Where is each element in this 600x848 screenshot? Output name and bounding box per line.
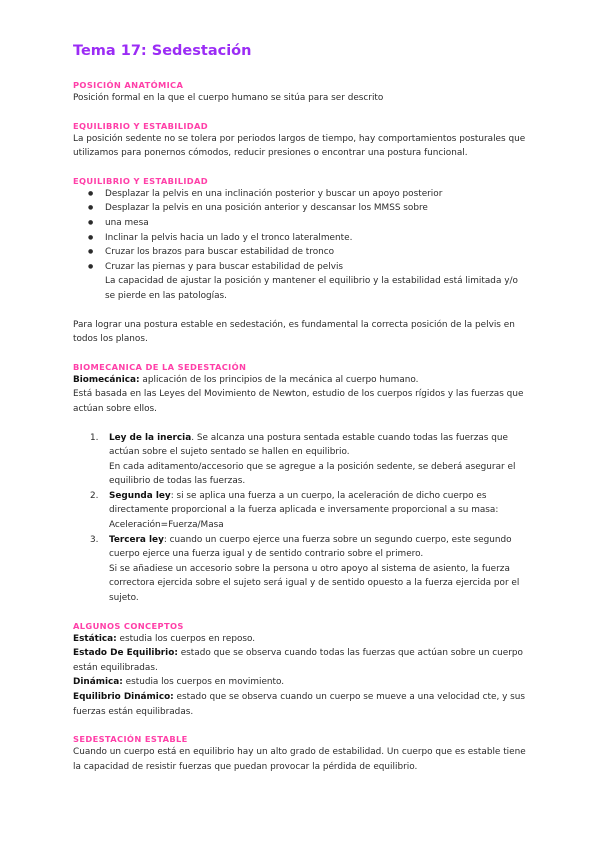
biomecanica-definition bbox=[73, 373, 529, 388]
list-item: ● Cruzar las piernas y para buscar estabilidad de pelvis bbox=[95, 260, 529, 275]
biomecanica-term: Biomecánica: bbox=[73, 374, 140, 385]
list-item: ● Cruzar los brazos para buscar estabilidad de tronco bbox=[95, 245, 529, 260]
section-heading-sedestacion-estable: SEDESTACIÓN ESTABLE bbox=[73, 734, 188, 745]
concept-item bbox=[73, 690, 529, 719]
law-number: 2. bbox=[90, 490, 99, 501]
list-item: ● Desplazar la pelvis en una posición anterior y descansar los MMSS sobre bbox=[95, 201, 529, 216]
postural-strategies-list bbox=[73, 187, 529, 275]
law-item bbox=[73, 489, 529, 533]
list-item: ● una mesa bbox=[95, 216, 529, 231]
document-page bbox=[73, 42, 529, 774]
concept-text: estado que se observa cuando todas las fuerzas que actúan sobre un cuerpo están equilibradas. bbox=[73, 648, 523, 673]
concept-item bbox=[73, 632, 529, 647]
concept-item bbox=[73, 675, 529, 690]
section-heading-conceptos: ALGUNOS CONCEPTOS bbox=[73, 620, 184, 631]
sedestacion-estable-text: Cuando un cuerpo está en equilibrio hay un alto grado de estabilidad. Un cuerpo que es estable tiene la capacidad de resistir fuerzas que puedan provocar la pérdida de equilibrio. bbox=[73, 747, 526, 772]
concept-text: estudia los cuerpos en movimiento. bbox=[122, 677, 285, 688]
pelvis-paragraph: Para lograr una postura estable en sedestación, es fundamental la correcta posición de la pelvis en todos los planos. bbox=[73, 319, 515, 345]
concept-term: Estática: bbox=[73, 633, 117, 644]
law-item bbox=[73, 533, 529, 606]
capacity-note: La capacidad de ajustar la posición y mantener el equilibrio y la estabilidad está limitada y/o se pierde en las patologías. bbox=[105, 276, 518, 301]
concept-text: estudia los cuerpos en reposo. bbox=[116, 633, 256, 644]
law-extra: En cada aditamento/accesorio que se agregue a la posición sedente, se deberá asegurar el equilibrio de todas las fuerzas. bbox=[109, 461, 516, 487]
law-number: 1. bbox=[90, 432, 99, 443]
concept-item bbox=[73, 646, 529, 675]
concept-text: estado que se observa cuando un cuerpo se mueve a una velocidad cte, y sus fuerzas están equilibradas. bbox=[73, 692, 526, 717]
law-term: Ley de la inercia bbox=[109, 432, 192, 443]
concept-term: Estado De Equilibrio: bbox=[73, 648, 178, 659]
page-title: Tema 17: Sedestación bbox=[73, 43, 252, 59]
law-text: . Se alcanza una postura sentada estable cuando todas las fuerzas que actúan sobre el sujeto sentado se hallen en equilibrio. bbox=[109, 432, 508, 458]
posicion-anatomica-text: Posición formal en la que el cuerpo humano se sitúa para ser descrito bbox=[73, 93, 384, 103]
law-text: : cuando un cuerpo ejerce una fuerza sobre un segundo cuerpo, este segundo cuerpo ejerce una fuerza igual y de sentido contrario sobre el primero. bbox=[109, 534, 512, 560]
biomecanica-def-text: aplicación de los principios de la mecánica al cuerpo humano. bbox=[139, 374, 419, 385]
section-heading-equilibrio-2: EQUILIBRIO Y ESTABILIDAD bbox=[73, 175, 209, 186]
newton-laws-list bbox=[73, 431, 529, 606]
law-text: : si se aplica una fuerza a un cuerpo, la aceleración de dicho cuerpo es directamente proporcional a la fuerza aplicada e inversamente proporcional a su masa: Aceleración=Fuerza/Masa bbox=[109, 490, 499, 531]
list-item: ● Inclinar la pelvis hacia un lado y el tronco lateralmente. bbox=[95, 231, 529, 246]
equilibrio-text: La posición sedente no se tolera por periodos largos de tiempo, hay comportamientos posturales que utilizamos para ponernos cómodos, reducir presiones o encontrar una postura funcional. bbox=[73, 133, 526, 159]
section-heading-posicion-anatomica: POSICIÓN ANATÓMICA bbox=[73, 80, 184, 90]
concept-term: Dinámica: bbox=[73, 677, 123, 688]
section-heading-equilibrio-1: EQUILIBRIO Y ESTABILIDAD bbox=[73, 120, 209, 131]
law-term: Tercera ley bbox=[109, 534, 164, 545]
newton-laws-intro: Está basada en las Leyes del Movimiento de Newton, estudio de los cuerpos rígidos y las fuerzas que actúan sobre ellos. bbox=[73, 389, 524, 414]
list-item: ● Desplazar la pelvis en una inclinación posterior y buscar un apoyo posterior bbox=[95, 187, 529, 202]
law-number: 3. bbox=[90, 534, 99, 545]
law-extra: Si se añadiese un accesorio sobre la persona u otro apoyo al sistema de asiento, la fuerza correctora ejercida sobre el sujeto será igual y de sentido opuesto a la fuerza ejercida por el sujeto. bbox=[109, 563, 520, 604]
concept-term: Equilibrio Dinámico: bbox=[73, 692, 174, 702]
law-term: Segunda ley bbox=[109, 490, 171, 501]
law-item bbox=[73, 431, 529, 489]
section-heading-biomecanica: BIOMECANICA DE LA SEDESTACIÓN bbox=[73, 361, 247, 372]
